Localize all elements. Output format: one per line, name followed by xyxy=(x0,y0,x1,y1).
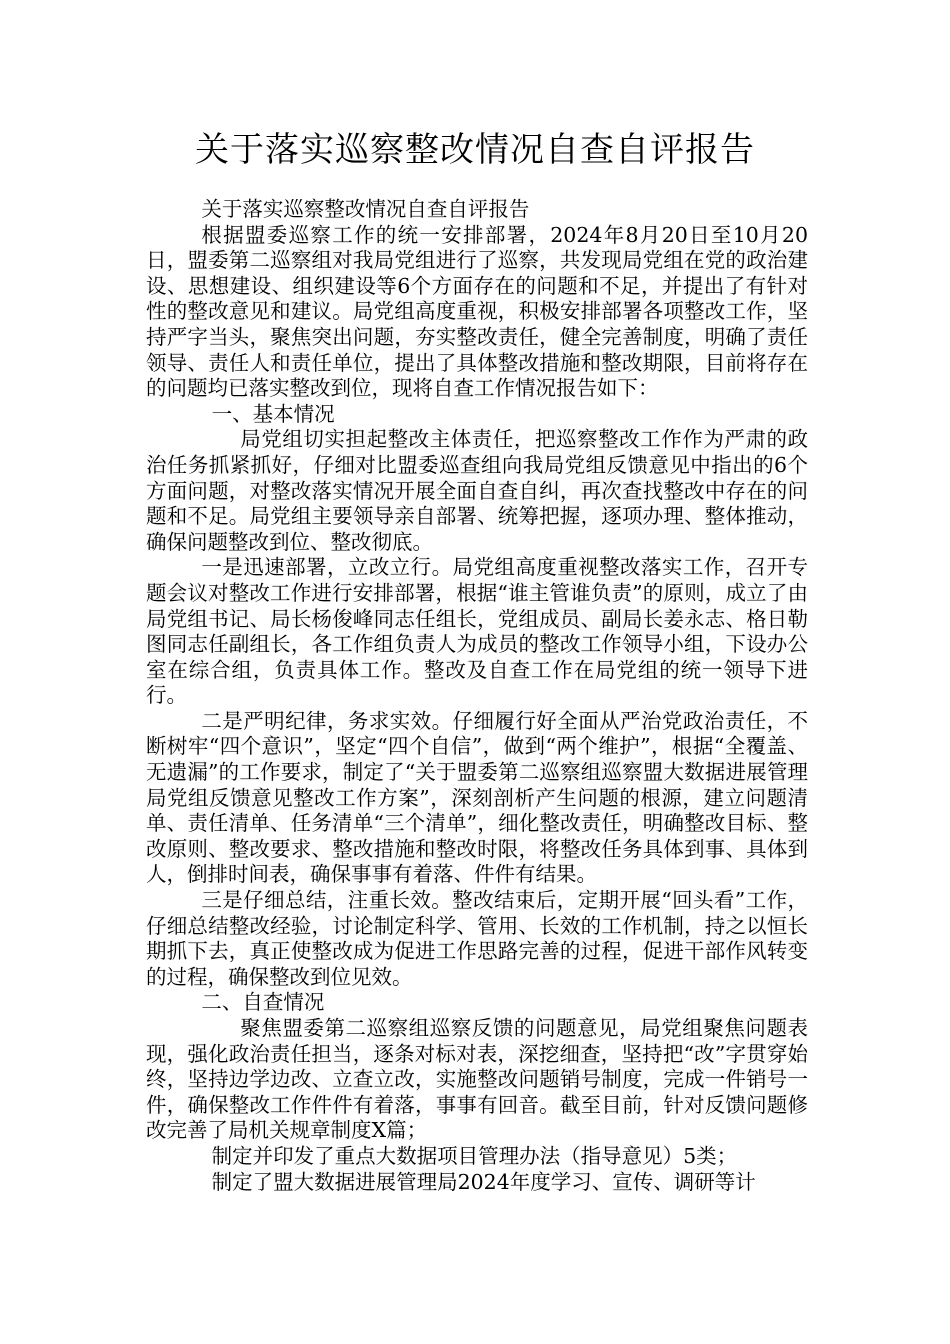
subtitle-paragraph: 关于落实巡察整改情况自查自评报告 xyxy=(201,197,530,221)
document-body xyxy=(146,197,808,1195)
paragraph-point-one: 一是迅速部署，立改立行。局党组高度重视整改落实工作，召开专题会议对整改工作进行安排部署，根据“谁主管谁负责”的原则，成立了由局党组书记、局长杨俊峰同志任组长，党组成员、副局长姜永志、格日勒图同志任副组长，各工作组负责人为成员的整改工作领导小组，下设办公室在综合组，负责具体工作。整改及自查工作在局党组的统一领导下进行。 xyxy=(146,555,808,708)
section-heading-basic: 一、基本情况 xyxy=(211,401,335,426)
paragraph-point-two: 二是严明纪律，务求实效。仔细履行好全面从严治党政治责任，不断树牢“四个意识”，坚定“四个自信”，做到“两个维护”，根据“全覆盖、无遗漏”的工作要求，制定了“关于盟委第二巡察组巡察盟大数据进展管理局党组反馈意见整改工作方案”，深刻剖析产生问题的根源，建立问题清单、责任清单、任务清单“三个清单”，细化整改责任，明确整改目标、整改原则、整改要求、整改措施和整改时限，将整改任务具体到事、具体到人，倒排时间表，确保事事有着落、件件有结果。 xyxy=(146,708,808,887)
intro-paragraph: 根据盟委巡察工作的统一安排部署，2024年8月20日至10月20日，盟委第二巡察组对我局党组进行了巡察，共发现局党组在党的政治建设、思想建设、组织建设等6个方面存在的问题和不足，并提出了有针对性的整改意见和建议。局党组高度重视，积极安排部署各项整改工作，坚持严字当头，聚焦突出问题，夯实整改责任，健全完善制度，明确了责任领导、责任人和责任单位，提出了具体整改措施和整改期限，目前将存在的问题均已落实整改到位，现将自查工作情况报告如下： xyxy=(146,222,808,401)
paragraph-basic-situation: 局党组切实担起整改主体责任，把巡察整改工作作为严肃的政治任务抓紧抓好，仔细对比盟委巡查组向我局党组反馈意见中指出的6个方面问题，对整改落实情况开展全面自查自纠，再次查找整改中存在的问题和不足。局党组主要领导亲自部署、统筹把握，逐项办理、整体推动，确保问题整改到位、整改彻底。 xyxy=(146,427,808,554)
paragraph-self-check: 聚焦盟委第二巡察组巡察反馈的问题意见，局党组聚焦问题表现，强化政治责任担当，逐条对标对表，深挖细查，坚持把“改”字贯穿始终，坚持边学边改、立查立改，实施整改问题销号制度，完成一件销号一件，确保整改工作件件有着落，事事有回音。截至目前，针对反馈问题修改完善了局机关规章制度X篇； xyxy=(146,1016,808,1143)
section-heading-self-check: 二、自查情况 xyxy=(201,990,325,1015)
paragraph-point-three: 三是仔细总结，注重长效。整改结束后，定期开展“回头看”工作，仔细总结整改经验，讨论制定科学、管用、长效的工作机制，持之以恒长期抓下去，真正使整改成为促进工作思路完善的过程，促进干部作风转变的过程，确保整改到位见效。 xyxy=(146,888,808,989)
document-title: 关于落实巡察整改情况自查自评报告 xyxy=(195,130,755,170)
paragraph-list-item: 制定了盟大数据进展管理局2024年度学习、宣传、调研等计 xyxy=(211,1169,756,1194)
paragraph-list-item: 制定并印发了重点大数据项目管理办法（指导意见）5类； xyxy=(211,1143,738,1168)
